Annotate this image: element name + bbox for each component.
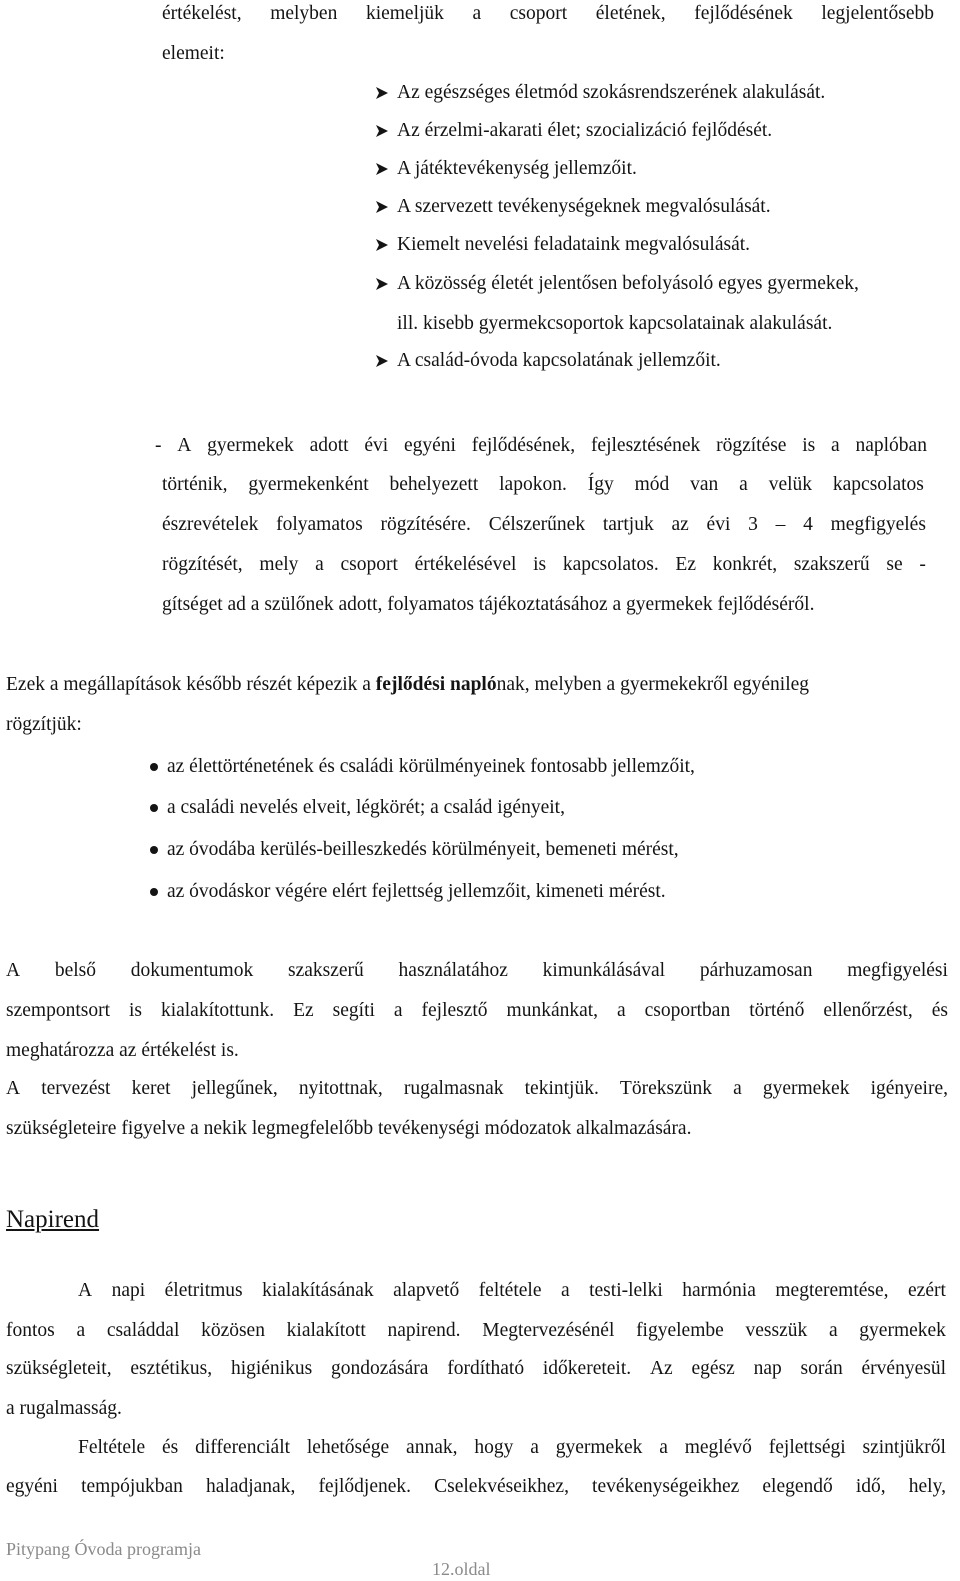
paragraph-line: szükségleteit, esztétikus, higiénikus gondozására fordítható időkereteit. Az egész nap során érvényesül — [6, 1358, 946, 1379]
arrow-bullet-icon — [374, 123, 390, 139]
bullet-dot-icon — [150, 763, 158, 771]
list-item: A játéktevékenység jellemzőit. — [397, 158, 637, 179]
paragraph-line: rögzítését, mely a csoport értékelésével is kapcsolatos. Ez konkrét, szakszerű se - — [162, 554, 926, 575]
section-heading: Napirend — [6, 1206, 100, 1233]
paragraph-line: A tervezést keret jellegűnek, nyitottnak, rugalmasnak tekintjük. Törekszünk a gyermekek igényeire, — [6, 1078, 948, 1099]
list-item: A család-óvoda kapcsolatának jellemzőit. — [397, 350, 721, 371]
bullet-dot-icon — [150, 888, 158, 896]
arrow-bullet-icon — [374, 199, 390, 215]
list-item: A szervezett tevékenységeknek megvalósulását. — [397, 196, 771, 217]
list-item: Az egészséges életmód szokásrendszerének alakulását. — [397, 82, 826, 103]
bold-term: fejlődési napló — [375, 674, 497, 695]
list-item: az óvodába kerülés-beilleszkedés körülményeit, bemeneti mérést, — [167, 839, 679, 860]
paragraph-line: szempontsort is kialakítottunk. Ez segíti a fejlesztő munkánkat, a csoportban történő ellenőrzést, és — [6, 1000, 948, 1021]
paragraph-line: fontos a családdal közösen kialakított napirend. Megtervezésénél figyelembe vesszük a gyermekek — [6, 1320, 946, 1341]
arrow-bullet-icon — [374, 276, 390, 292]
paragraph-line: A napi életritmus kialakításának alapvető feltétele a testi-lelki harmónia megteremtése, ezért — [78, 1280, 946, 1301]
list-item: az óvodáskor végére elért fejlettség jellemzőit, kimeneti mérést. — [167, 881, 666, 902]
intro-line-1: értékelést, melyben kiemeljük a csoport életének, fejlődésének legjelentősebb — [162, 3, 934, 24]
arrow-bullet-icon — [374, 237, 390, 253]
paragraph-line: - A gyermekek adott évi egyéni fejlődésének, fejlesztésének rögzítése is a naplóban — [155, 435, 927, 456]
footer-title: Pitypang Óvoda programja — [6, 1539, 201, 1559]
list-item: Kiemelt nevelési feladataink megvalósulását. — [397, 234, 751, 255]
paragraph-line: meghatározza az értékelést is. — [6, 1040, 239, 1061]
paragraph-line: egyéni tempójukban haladjanak, fejlődjenek. Cselekvéseikhez, tevékenységeikhez elegendő idő, hely, — [6, 1476, 946, 1497]
list-item: a családi nevelés elveit, légkörét; a család igényeit, — [167, 797, 565, 818]
page-number: 12.oldal — [432, 1559, 491, 1579]
paragraph-line: A belső dokumentumok szakszerű használatához kimunkálásával párhuzamosan megfigyelési — [6, 960, 948, 981]
paragraph-line: történik, gyermekenként behelyezett lapokon. Így mód van a velük kapcsolatos — [162, 474, 924, 495]
intro-line-2: elemeit: — [162, 43, 225, 64]
arrow-bullet-icon — [374, 353, 390, 369]
arrow-bullet-icon — [374, 161, 390, 177]
paragraph-line: a rugalmasság. — [6, 1398, 122, 1419]
paragraph-line: rögzítjük: — [6, 714, 82, 735]
list-item-continuation: ill. kisebb gyermekcsoportok kapcsolatainak alakulását. — [397, 313, 833, 334]
arrow-bullet-icon — [374, 85, 390, 101]
paragraph-line: Feltétele és differenciált lehetősége annak, hogy a gyermekek a meglévő fejlettségi szintjükről — [78, 1437, 946, 1458]
paragraph-line: gítséget ad a szülőnek adott, folyamatos tájékoztatásához a gyermekek fejlődéséről. — [162, 594, 815, 615]
list-item: Az érzelmi-akarati élet; szocializáció fejlődését. — [397, 120, 773, 141]
list-item: A közösség életét jelentősen befolyásoló egyes gyermekek, — [397, 273, 859, 294]
bullet-dot-icon — [150, 846, 158, 854]
paragraph-line: szükségleteire figyelve a nekik legmegfelelőbb tevékenységi módozatok alkalmazására. — [6, 1118, 692, 1139]
paragraph-line: Ezek a megállapítások később részét képezik a fejlődési naplónak, melyben a gyermekekről egyénileg — [6, 674, 810, 695]
bullet-dot-icon — [150, 804, 158, 812]
paragraph-line: észrevételek folyamatos rögzítésére. Célszerűnek tartjuk az évi 3 – 4 megfigyelés — [162, 514, 926, 535]
list-item: az élettörténetének és családi körülményeinek fontosabb jellemzőit, — [167, 756, 695, 777]
